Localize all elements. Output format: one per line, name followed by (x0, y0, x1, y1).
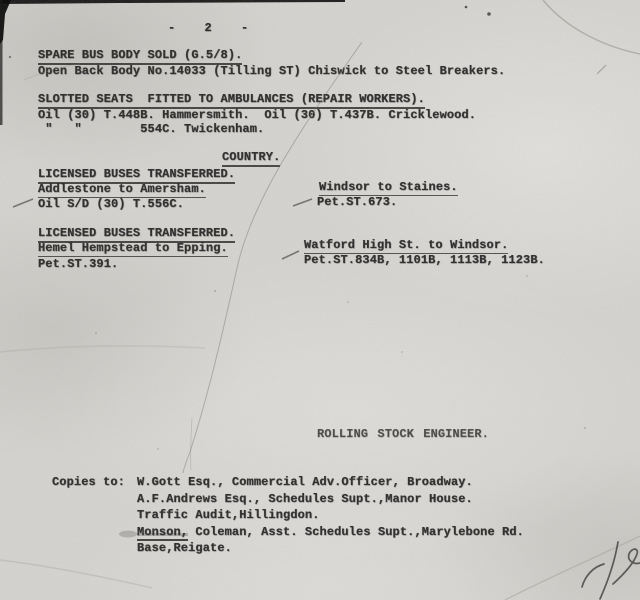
copies-recipient-2: A.F.Andrews Esq., Schedules Supt.,Manor House. (137, 492, 473, 506)
copies-recipient-3: Traffic Audit,Hillingdon. (137, 508, 320, 522)
paper-crease-long-tail (191, 418, 192, 470)
country-heading (222, 151, 280, 164)
transfer-2-vehicles-right: Pet.ST.834B, 1101B, 1113B, 1123B. (304, 253, 545, 267)
transfer-1-heading-text: LICENSED BUSES TRANSFERRED. (38, 167, 235, 184)
scan-edge-top (0, 0, 345, 4)
spare-body-heading (38, 49, 242, 62)
country-heading-text: COUNTRY. (222, 150, 280, 167)
transfer-1-vehicles-right: Pet.ST.673. (317, 195, 398, 209)
copies-recipient-5: Base,Reigate. (137, 541, 232, 555)
copies-recipient-4-rest: Coleman, Asst. Schedules Supt.,Marylebone Rd. (188, 525, 524, 539)
paper-crease-bottom-left (0, 560, 152, 588)
erasure-smudge (119, 531, 137, 538)
copies-label: Copies to: (52, 475, 126, 489)
transfer-2-route-right-text: Watford High St. to Windsor. (304, 238, 509, 252)
transfer-2-heading (38, 227, 235, 240)
handwriting-stroke-slash (600, 542, 618, 599)
signature-title: ROLLING STOCK ENGINEER. (317, 427, 489, 441)
slotted-seats-heading-text: SLOTTED SEATS FITTED TO AMBULANCES (REPAIR WORKERS). (38, 92, 425, 109)
page-number: - 2 - (168, 21, 249, 35)
transfer-2-vehicles: Pet.ST.391. (38, 257, 119, 271)
pencil-tick-windsor-staines (293, 199, 312, 206)
handwriting-stroke-6 (613, 549, 640, 584)
scan-edge-left (0, 0, 3, 125)
paper-crease-bottom-right (505, 536, 640, 600)
pencil-tick-watford (282, 251, 299, 259)
transfer-1-route-right (319, 181, 458, 194)
spare-body-line: Open Back Body No.14033 (Tilling ST) Chiswick to Steel Breakers. (38, 64, 506, 78)
transfer-1-vehicles: Oil S/D (30) T.556C. (38, 197, 185, 211)
paper-crease-mid-left (0, 346, 205, 352)
transfer-1-route (38, 183, 206, 196)
pencil-tick-left-margin (13, 199, 33, 207)
handwriting-stroke-7 (582, 564, 604, 587)
slotted-seats-heading (38, 93, 425, 106)
slotted-seats-row-1: Oil (30) T.448B. Hammersmith. Oil (30) T.437B. Cricklewood. (38, 108, 477, 122)
pencil-tick-top-right (597, 65, 606, 74)
paper-crease-top-right (543, 0, 640, 54)
scan-corner-top-left (0, 0, 11, 44)
spare-body-heading-text: SPARE BUS BODY SOLD (G.5/8). (38, 48, 242, 65)
copies-recipient-4 (137, 526, 524, 539)
transfer-2-route-text: Hemel Hempstead to Epping. (38, 241, 228, 255)
handwritten-mark-icon (582, 542, 640, 599)
transfer-1-route-text: Addlestone to Amersham. (38, 182, 206, 196)
transfer-2-route (38, 242, 228, 255)
copies-recipient-4-struck-name: Monson, (137, 525, 189, 539)
copies-recipient-1: W.Gott Esq., Commercial Adv.Officer, Broadway. (137, 475, 473, 489)
transfer-1-route-right-text: Windsor to Staines. (319, 180, 458, 194)
transfer-2-route-right (304, 239, 508, 252)
transfer-2-heading-text: LICENSED BUSES TRANSFERRED. (38, 226, 235, 243)
slotted-seats-row-2: " " 554C. Twickenham. (38, 122, 265, 136)
transfer-1-heading (38, 168, 235, 181)
